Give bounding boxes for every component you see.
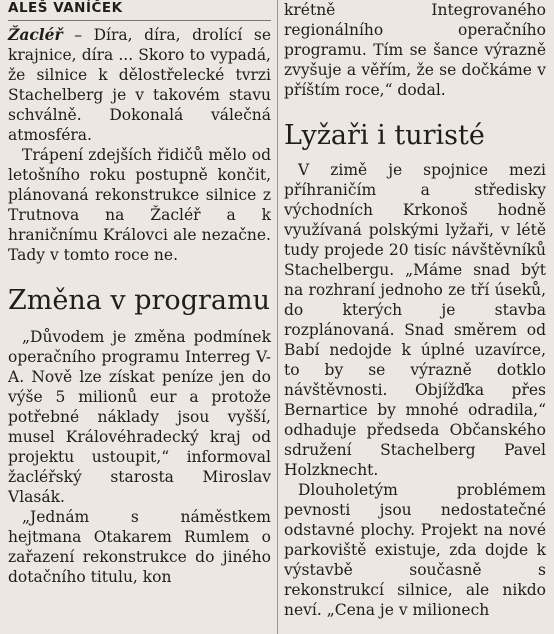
lead-text: – Díra, díra, drolící se krajnice, díra ... Skoro to vypadá, že silnice k dělostřelecké tvrzi Stachelberg je v takovém stavu schválně. Dokonalá válečná atmosféra. — [8, 26, 271, 144]
paragraph-5: V zimě je spojnice mezi příhraničím a středisky východních Krkonoš hodně využívaná polskými lyžaři, v létě tudy projede 20 tisíc návštěvníků Stachelbergu. „Máme snad být na rozhraní jednoho ze tří úseků, do kterých je stavba rozplánovaná. Snad směrem od Babí nedojde k úplné uzavírce, to by se výrazně dotklo návštěvnosti. Objížďka přes Bernartice by mnohé odradila,“ odhaduje předseda Občanského sdružení Stachelberg Pavel Holzknecht. — [284, 161, 546, 479]
column-divider — [277, 0, 278, 634]
left-column — [8, 0, 271, 634]
paragraph-4-continuation — [284, 0, 546, 100]
paragraph-4 — [8, 507, 271, 587]
paragraph-6: Dlouholetým problémem pevnosti jsou nedostatečné odstavné plochy. Projekt na nové parkoviště existuje, zda dojde k výstavbě současně s rekonstrukcí silnice, ale nikdo neví. „Cena je v milionech — [284, 481, 546, 619]
paragraph-2: Trápení zdejších řidičů mělo od letošního roku postupně končit, plánovaná rekonstrukce silnice z Trutnova na Žacléř a k hraničnímu Královci ale nezačne. Tady v tomto roce ne. — [8, 146, 271, 264]
lead-paragraph — [8, 25, 271, 145]
author-byline: ALEŠ VANÍČEK — [8, 0, 271, 21]
dateline-place: Žacléř — [8, 25, 63, 44]
paragraph-4-continued-text: krétně Integrovaného regionálního operačního programu. Tím se šance výrazně zvyšuje a věřím, že se dočkáme v příštím roce,“ dodal. — [284, 1, 546, 99]
paragraph-4-text: „Jednám s náměstkem hejtmana Otakarem Rumlem o zařazení rekonstrukce do jiného dotačního titulu, kon — [8, 508, 271, 586]
paragraph-3: „Důvodem je změna podmínek operačního programu Interreg V-A. Nově lze získat peníze jen do výše 5 milionů eur a protože potřebné náklady jsou vyšší, musel Královéhradecký kraj od projektu ustoupit,“ informoval žacléřský starosta Miroslav Vlasák. — [8, 328, 271, 506]
subheading-skiers-tourists: Lyžaři i turisté — [284, 120, 485, 151]
subheading-program-change: Změna v programu — [8, 285, 270, 316]
right-column — [284, 0, 546, 634]
